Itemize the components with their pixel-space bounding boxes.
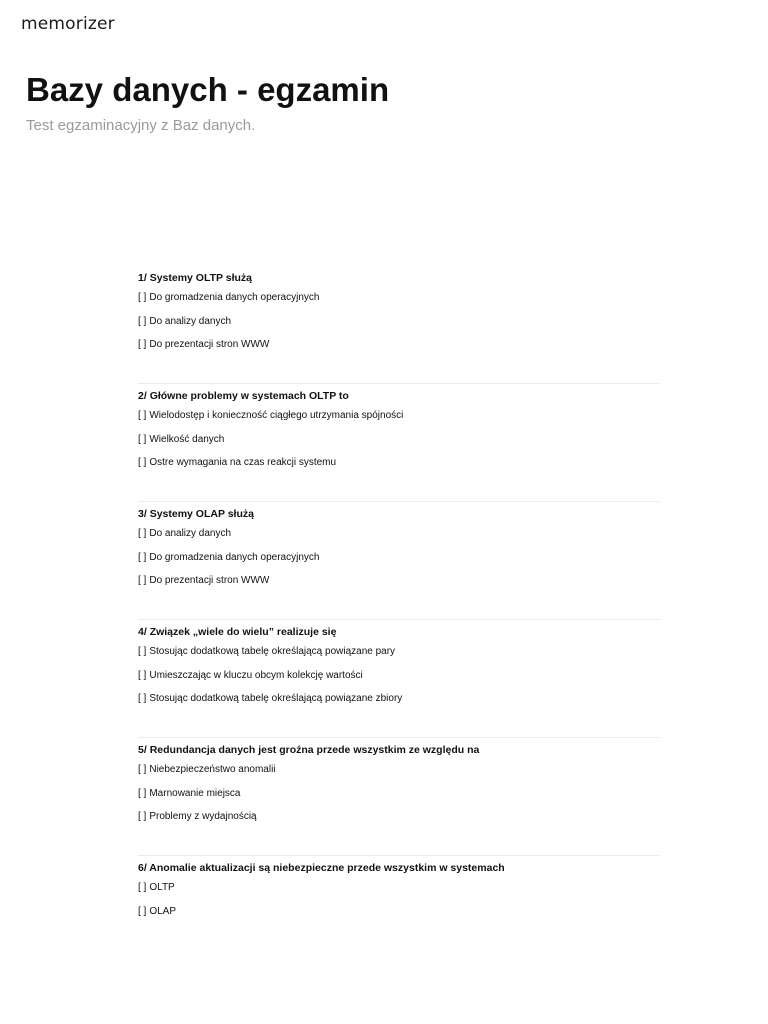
- answer-option[interactable]: [138, 881, 660, 905]
- question-5: [138, 743, 660, 861]
- answer-option[interactable]: [138, 905, 660, 929]
- page-subtitle: Test egzaminacyjny z Baz danych.: [26, 117, 256, 134]
- question-title: [138, 861, 660, 875]
- question-number: 6/: [138, 862, 147, 874]
- question-title: [138, 743, 660, 757]
- answer-option[interactable]: [138, 527, 660, 551]
- checkbox[interactable]: [ ]: [138, 575, 147, 586]
- checkbox[interactable]: [ ]: [138, 787, 147, 799]
- answer-option[interactable]: [138, 291, 660, 315]
- answer-text: Stosując dodatkową tabelę określającą powiązane zbiory: [149, 693, 403, 704]
- answer-option[interactable]: [138, 433, 660, 457]
- answer-option[interactable]: [138, 338, 660, 362]
- answer-option[interactable]: [138, 551, 660, 575]
- answer-option[interactable]: [138, 787, 660, 811]
- checkbox[interactable]: [ ]: [138, 339, 147, 350]
- checkbox[interactable]: [ ]: [138, 315, 147, 327]
- answer-text: Do prezentacji stron WWW: [149, 339, 270, 350]
- checkbox[interactable]: [ ]: [138, 693, 147, 704]
- checkbox[interactable]: [ ]: [138, 669, 147, 681]
- question-text: Anomalie aktualizacji są niebezpieczne przede wszystkim w systemach: [149, 862, 505, 874]
- question-title: [138, 271, 660, 285]
- answer-text: Wielodostęp i konieczność ciągłego utrzymania spójności: [149, 410, 404, 421]
- question-text: Redundancja danych jest groźna przede wszystkim ze względu na: [149, 744, 480, 756]
- answer-text: Do prezentacji stron WWW: [149, 575, 270, 586]
- answer-option[interactable]: [138, 574, 660, 598]
- question-text: Systemy OLTP służą: [149, 272, 253, 284]
- answer-option[interactable]: [138, 315, 660, 339]
- question-4: [138, 625, 660, 743]
- answer-text: Ostre wymagania na czas reakcji systemu: [149, 457, 337, 468]
- question-title: [138, 625, 660, 639]
- answer-text: Niebezpieczeństwo anomalii: [149, 764, 276, 775]
- answer-text: Stosując dodatkową tabelę określającą powiązane pary: [149, 646, 396, 657]
- checkbox[interactable]: [ ]: [138, 292, 147, 303]
- checkbox[interactable]: [ ]: [138, 433, 147, 445]
- question-title: [138, 389, 660, 403]
- question-1: [138, 271, 660, 389]
- answer-text: Problemy z wydajnością: [149, 811, 257, 822]
- answer-text: Do gromadzenia danych operacyjnych: [149, 292, 320, 303]
- answer-text: Do gromadzenia danych operacyjnych: [149, 551, 320, 563]
- question-number: 5/: [138, 744, 147, 756]
- checkbox[interactable]: [ ]: [138, 646, 147, 657]
- answer-text: Do analizy danych: [149, 315, 232, 327]
- answer-text: Umieszczając w kluczu obcym kolekcję wartości: [149, 669, 363, 681]
- checkbox[interactable]: [ ]: [138, 764, 147, 775]
- checkbox[interactable]: [ ]: [138, 410, 147, 421]
- question-title: [138, 507, 660, 521]
- checkbox[interactable]: [ ]: [138, 811, 147, 822]
- answer-option[interactable]: [138, 409, 660, 433]
- answer-option[interactable]: [138, 669, 660, 693]
- answer-option[interactable]: [138, 692, 660, 716]
- question-number: 3/: [138, 508, 147, 520]
- answer-option[interactable]: [138, 763, 660, 787]
- answer-text: Wielkość danych: [149, 433, 225, 445]
- question-number: 1/: [138, 272, 147, 284]
- memorizer-logo[interactable]: memorizer: [21, 14, 115, 34]
- question-3: [138, 507, 660, 625]
- checkbox[interactable]: [ ]: [138, 882, 147, 893]
- question-text: Systemy OLAP służą: [149, 508, 254, 520]
- answer-option[interactable]: [138, 810, 660, 834]
- question-text: Związek „wiele do wielu” realizuje się: [149, 626, 337, 638]
- checkbox[interactable]: [ ]: [138, 457, 147, 468]
- question-list: [138, 271, 660, 979]
- checkbox[interactable]: [ ]: [138, 528, 147, 539]
- answer-text: Do analizy danych: [149, 528, 232, 539]
- answer-text: OLTP: [149, 882, 175, 893]
- answer-option[interactable]: [138, 645, 660, 669]
- question-2: [138, 389, 660, 507]
- checkbox[interactable]: [ ]: [138, 905, 147, 917]
- question-number: 2/: [138, 390, 147, 402]
- checkbox[interactable]: [ ]: [138, 551, 147, 563]
- question-number: 4/: [138, 626, 147, 638]
- answer-text: OLAP: [149, 905, 177, 917]
- question-text: Główne problemy w systemach OLTP to: [149, 390, 349, 402]
- answer-text: Marnowanie miejsca: [149, 787, 241, 799]
- answer-option[interactable]: [138, 456, 660, 480]
- page-title: Bazy danych - egzamin: [26, 71, 390, 108]
- question-6: [138, 861, 660, 979]
